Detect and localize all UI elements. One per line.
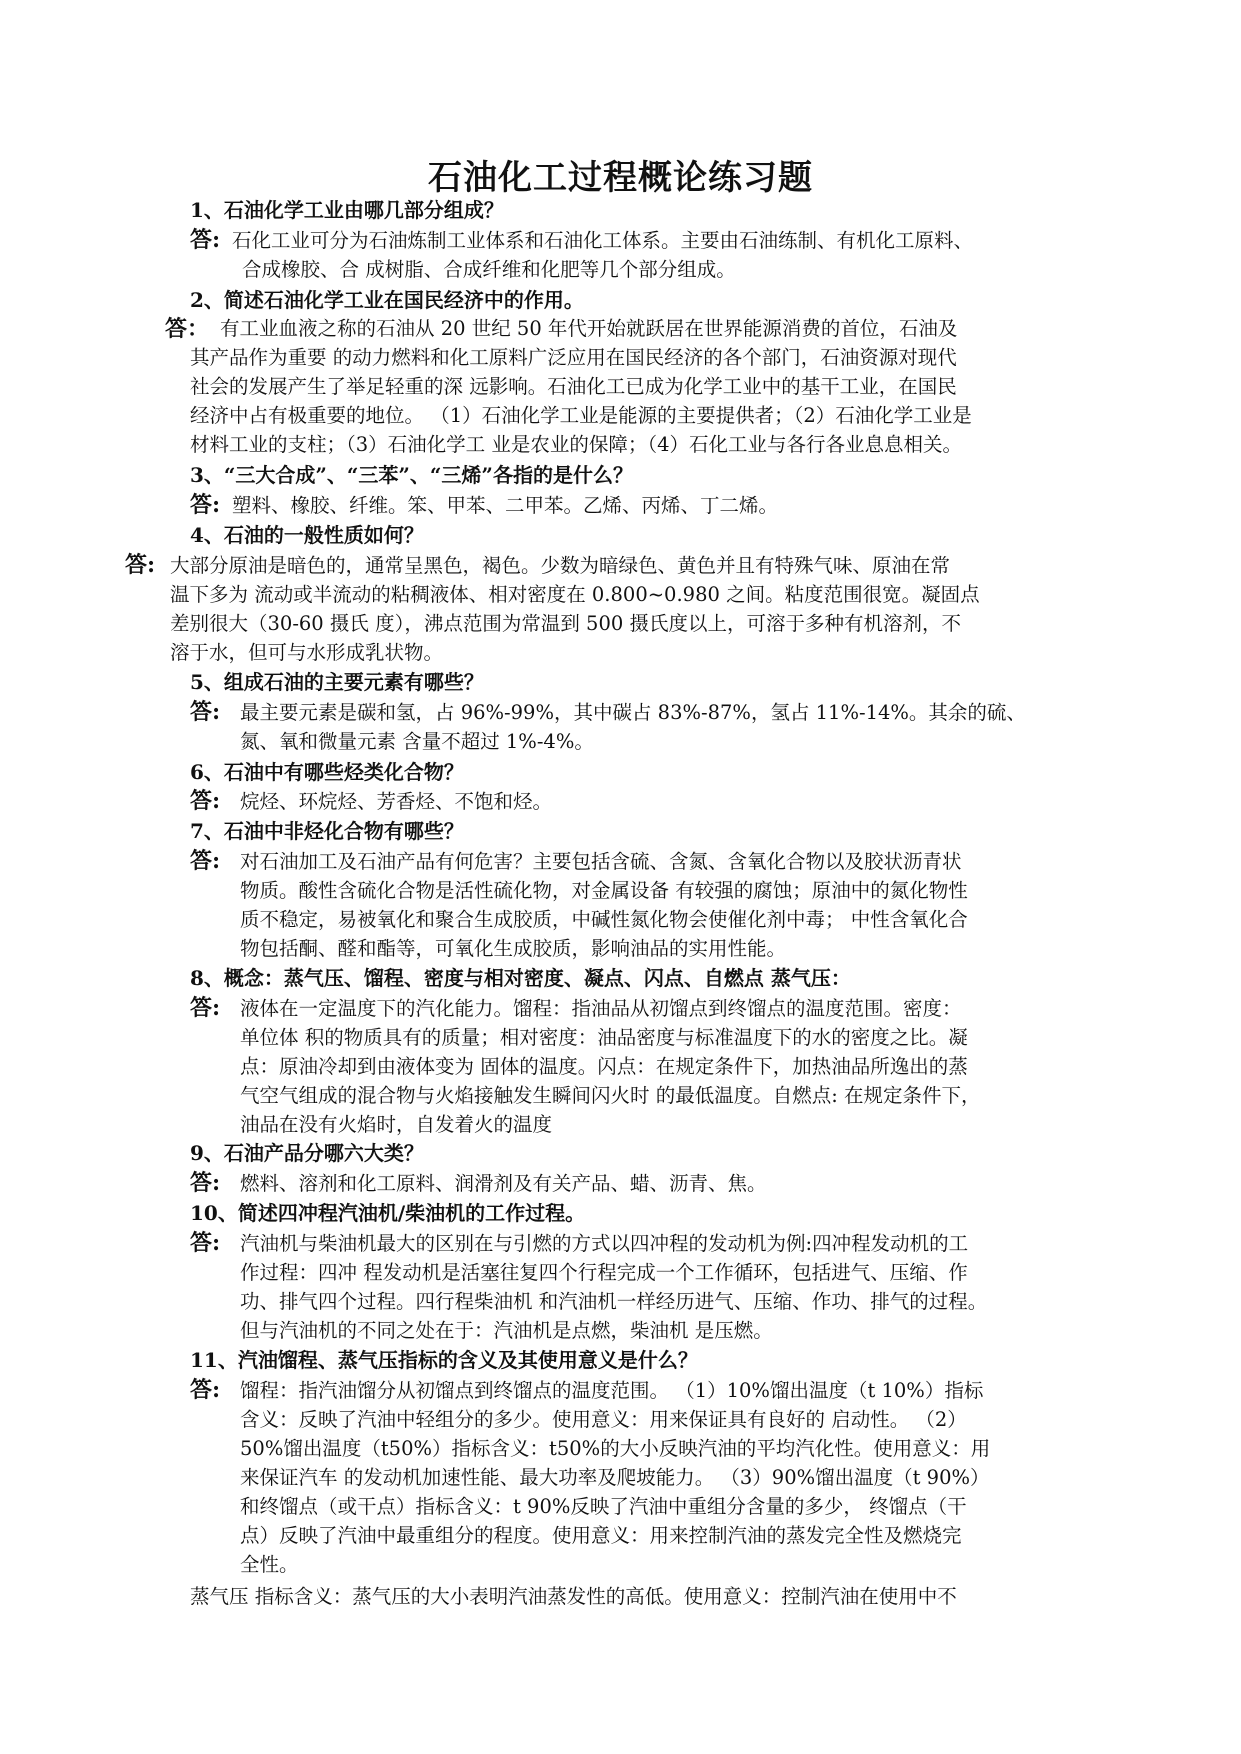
answer-11-tail — [190, 1582, 957, 1611]
answer-line: 燃料、溶剂和化工原料、润滑剂及有关产品、蜡、沥青、焦。 — [240, 1172, 767, 1195]
answer-line: 作过程：四冲 程发动机是活塞往复四个行程完成一个工作循环，包括进气、压缩、作 — [240, 1261, 968, 1284]
answer-label-7: 答: — [190, 848, 221, 874]
answer-line: 点：原油冷却到由液体变为 固体的温度。闪点：在规定条件下，加热油品所逸出的蒸 — [240, 1055, 968, 1078]
answer-line: 全性。 — [240, 1553, 299, 1576]
answer-line: 塑料、橡胶、纤维。笨、甲苯、二甲苯。乙烯、丙烯、丁二烯。 — [232, 494, 779, 517]
answer-line: 有工业血液之称的石油从 20 世纪 50 年代开始就跃居在世界能源消费的首位，石油及 — [220, 317, 958, 340]
answer-line: 物质。酸性含硫化合物是活性硫化物，对金属设备 有较强的腐蚀；原油中的氮化物性 — [240, 879, 968, 902]
answer-2 — [190, 314, 972, 459]
question-3: 3、“三大合成”、“三苯”、“三烯”各指的是什么？ — [190, 463, 633, 487]
answer-line: 馏程：指汽油馏分从初馏点到终馏点的温度范围。 （1）10%馏出温度（t 10%）指标 — [240, 1379, 984, 1402]
question-11: 11、汽油馏程、蒸气压指标的含义及其使用意义是什么？ — [190, 1348, 698, 1372]
answer-label-2: 答： — [165, 316, 210, 342]
answer-line: 温下多为 流动或半流动的粘稠液体、相对密度在 0.800~0.980 之间。粘度范围很宽。凝固点 — [170, 583, 980, 606]
answer-3 — [232, 491, 778, 520]
question-4: 4、石油的一般性质如何？ — [190, 523, 424, 547]
answer-line: 50%馏出温度（t50%）指标含义：t50%的大小反映汽油的平均汽化性。使用意义：用 — [240, 1437, 991, 1460]
answer-line: 烷烃、环烷烃、芳香烃、不饱和烃。 — [240, 790, 553, 813]
answer-line: 点）反映了汽油中最重组分的程度。使用意义：用来控制汽油的蒸发完全性及燃烧完 — [240, 1524, 962, 1547]
answer-line: 石化工业可分为石油炼制工业体系和石油化工体系。主要由石油练制、有机化工原料、 — [232, 229, 974, 252]
answer-label-6: 答: — [190, 788, 221, 814]
answer-line: 溶于水，但可与水形成乳状物。 — [170, 641, 444, 664]
answer-label-3: 答: — [190, 492, 221, 518]
answer-label-10: 答: — [190, 1230, 221, 1256]
answer-label-5: 答: — [190, 699, 221, 725]
question-7: 7、石油中非烃化合物有哪些？ — [190, 819, 464, 843]
answer-4 — [170, 551, 980, 667]
answer-line: 合成橡胶、合 成树脂、合成纤维和化肥等几个部分组成。 — [242, 258, 736, 281]
page-title: 石油化工过程概论练习题 — [428, 158, 813, 198]
answer-7 — [240, 847, 968, 963]
answer-line: 其产品作为重要 的动力燃料和化工原料广泛应用在国民经济的各个部门，石油资源对现代 — [190, 346, 957, 369]
answer-line: 差别很大（30-60 摄氏 度），沸点范围为常温到 500 摄氏度以上，可溶于多种有机溶剂，不 — [170, 612, 961, 635]
answer-line: 经济中占有极重要的地位。 （1）石油化学工业是能源的主要提供者；（2）石油化学工业是 — [190, 404, 972, 427]
answer-line: 但与汽油机的不同之处在于：汽油机是点燃，柴油机 是压燃。 — [240, 1319, 773, 1342]
answer-line: 油品在没有火焰时，自发着火的温度 — [240, 1113, 553, 1136]
answer-line: 氮、氧和微量元素 含量不超过 1%-4%。 — [240, 730, 594, 753]
answer-line: 含义：反映了汽油中轻组分的多少。使用意义：用来保证具有良好的 启动性。 （2） — [240, 1408, 967, 1431]
answer-label-8: 答: — [190, 995, 221, 1021]
answer-line: 材料工业的支柱；（3）石油化学工 业是农业的保障；（4）石化工业与各行各业息息相关。 — [190, 433, 963, 456]
question-5: 5、组成石油的主要元素有哪些？ — [190, 670, 484, 694]
answer-line: 蒸气压 指标含义：蒸气压的大小表明汽油蒸发性的高低。使用意义：控制汽油在使用中不 — [190, 1585, 957, 1608]
answer-label-9: 答: — [190, 1170, 221, 1196]
question-1: 1、石油化学工业由哪几部分组成？ — [190, 198, 504, 222]
answer-1 — [232, 226, 973, 284]
question-6: 6、石油中有哪些烃类化合物？ — [190, 760, 464, 784]
answer-8 — [240, 994, 980, 1139]
answer-9 — [240, 1169, 767, 1198]
answer-5 — [232, 698, 1026, 756]
answer-line: 社会的发展产生了举足轻重的深 远影响。石油化工已成为化学工业中的基干工业，在国民 — [190, 375, 957, 398]
answer-6 — [240, 787, 552, 816]
answer-line: 质不稳定，易被氧化和聚合生成胶质，中碱性氮化物会使催化剂中毒； 中性含氧化合 — [240, 908, 968, 931]
answer-line: 汽油机与柴油机最大的区别在与引燃的方式以四冲程的发动机为例:四冲程发动机的工 — [240, 1232, 969, 1255]
question-8: 8、概念：蒸气压、馏程、密度与相对密度、凝点、闪点、自燃点 蒸气压： — [190, 966, 851, 990]
answer-line: 液体在一定温度下的汽化能力。馏程：指油品从初馏点到终馏点的温度范围。密度： — [240, 997, 962, 1020]
answer-line: 和终馏点（或干点）指标含义：t 90%反映了汽油中重组分含量的多少， 终馏点（干 — [240, 1495, 967, 1518]
answer-11 — [240, 1376, 990, 1579]
answer-line: 对石油加工及石油产品有何危害？主要包括含硫、含氮、含氧化合物以及胶状沥青状 — [240, 850, 962, 873]
answer-line: 气空气组成的混合物与火焰接触发生瞬间闪火时 的最低温度。自燃点: 在规定条件下， — [240, 1084, 981, 1107]
answer-line: 来保证汽车 的发动机加速性能、最大功率及爬坡能力。 （3）90%馏出温度（t 90%） — [240, 1466, 990, 1489]
answer-label-1: 答: — [190, 227, 221, 253]
answer-label-11: 答: — [190, 1377, 221, 1403]
answer-label-4: 答: — [125, 552, 156, 578]
answer-line: 功、排气四个过程。四行程柴油机 和汽油机一样经历进气、压缩、作功、排气的过程。 — [240, 1290, 988, 1313]
answer-line: 最主要元素是碳和氢，占 96%-99%，其中碳占 83%-87%，氢占 11%-14%。其余的硫、 — [240, 701, 1026, 724]
question-9: 9、石油产品分哪六大类？ — [190, 1141, 424, 1165]
answer-line: 单位体 积的物质具有的质量；相对密度：油品密度与标准温度下的水的密度之比。凝 — [240, 1026, 968, 1049]
answer-10 — [240, 1229, 987, 1345]
answer-line: 物包括酮、醛和酯等，可氧化生成胶质，影响油品的实用性能。 — [240, 937, 787, 960]
answer-line: 大部分原油是暗色的，通常呈黑色，褐色。少数为暗绿色、黄色并且有特殊气味、原油在常 — [170, 554, 951, 577]
question-2: 2、简述石油化学工业在国民经济中的作用。 — [190, 288, 584, 312]
question-10: 10、简述四冲程汽油机/柴油机的工作过程。 — [190, 1201, 586, 1225]
